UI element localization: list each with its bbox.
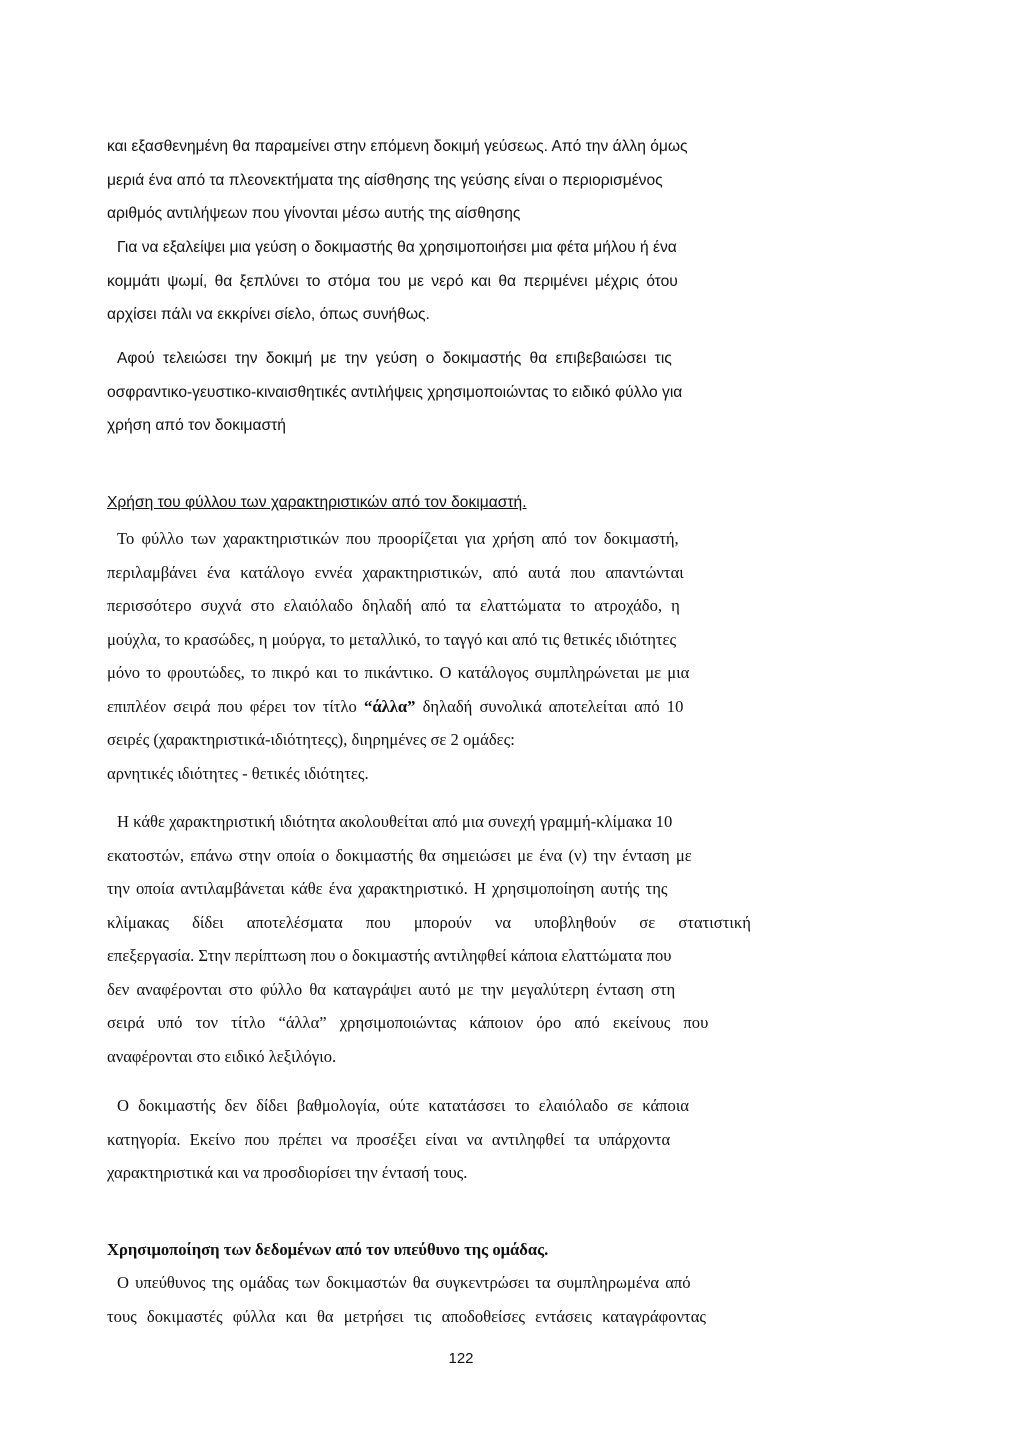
text-line: σειρά υπό τον τίτλο “άλλα” χρησιμοποιώντας κάποιον όρο από εκείνους που bbox=[107, 1013, 709, 1032]
page-number: 122 bbox=[448, 1350, 474, 1367]
text-line bbox=[107, 690, 819, 724]
text-line: κομμάτι ψωμί, θα ξεπλύνει το στόμα του με νερό και θα περιμένει μέχρις ότου bbox=[107, 272, 678, 290]
paragraph-2 bbox=[107, 231, 819, 332]
paragraph-5 bbox=[107, 805, 819, 1073]
text-line: Η κάθε χαρακτηριστική ιδιότητα ακολουθείται από μια συνεχή γραμμή-κλίμακα 10 bbox=[117, 812, 673, 831]
text-line: την οποία αντιλαμβάνεται κάθε ένα χαρακτηριστικό. Η χρησιμοποίηση αυτής της bbox=[107, 879, 668, 898]
text-line: δεν αναφέρονται στο φύλλο θα καταγράψει αυτό με την μεγαλύτερη ένταση στη bbox=[107, 979, 676, 999]
text-line: επεξεργασία. Στην περίπτωση που ο δοκιμαστής αντιληφθεί κάποια ελαττώματα που bbox=[107, 946, 672, 965]
text-span: επιπλέον σειρά που φέρει τον τίτλο bbox=[107, 696, 365, 716]
text-line: σειρές (χαρακτηριστικά-ιδιότητεςς), διηρημένες σε 2 ομάδες: bbox=[107, 730, 515, 749]
paragraph-7 bbox=[107, 1266, 819, 1333]
text-line: αρνητικές ιδιότητες - θετικές ιδιότητες. bbox=[107, 763, 369, 783]
text-line: αρχίσει πάλι να εκκρίνει σίελο, όπως συνήθως. bbox=[107, 306, 430, 323]
text-line: Για να εξαλείψει μια γεύση ο δοκιμαστής θα χρησιμοποιήσει μια φέτα μήλου ή ένα bbox=[117, 239, 677, 256]
text-line: μόνο το φρουτώδες, το πικρό και το πικάντικο. Ο κατάλογος συμπληρώνεται με μια bbox=[107, 663, 690, 682]
paragraph-1 bbox=[107, 130, 819, 231]
section-heading-bold: Χρησιμοποίηση των δεδομένων από τον υπεύθυνο της ομάδας. bbox=[107, 1240, 549, 1259]
text-line: εκατοστών, επάνω στην οποία ο δοκιμαστής θα σημειώσει με ένα (ν) την ένταση με bbox=[107, 845, 692, 865]
paragraph-4 bbox=[107, 522, 819, 790]
text-line: κατηγορία. Εκείνο που πρέπει να προσέξει είναι να αντιληφθεί τα υπάρχοντα bbox=[107, 1129, 671, 1149]
text-span: δηλαδή συνολικά αποτελείται από 10 bbox=[415, 696, 684, 716]
quoted-title: “άλλα” bbox=[364, 696, 416, 716]
text-line: μούχλα, το κρασώδες, η μούργα, το μεταλλικό, το ταγγό και από τις θετικές ιδιότητες bbox=[107, 629, 677, 649]
text-line: αναφέρονται στο ειδικό λεξιλόγιο. bbox=[107, 1046, 337, 1066]
text-line: χρήση από τον δοκιμαστή bbox=[107, 417, 286, 434]
text-line: κλίμακας δίδει αποτελέσματα που μπορούν να υποβληθούν σε στατιστική bbox=[107, 912, 751, 932]
text-line: αριθμός αντιλήψεων που γίνονται μέσω αυτής της αίσθησης bbox=[107, 205, 521, 222]
text-line: περισσότερο συχνά στο ελαιόλαδο δηλαδή από τα ελαττώματα το ατροχάδο, η bbox=[107, 596, 680, 615]
text-line: περιλαμβάνει ένα κατάλογο εννέα χαρακτηριστικών, από αυτά που απαντώνται bbox=[107, 562, 684, 582]
text-line: τους δοκιμαστές φύλλα και θα μετρήσει τις αποδοθείσες εντάσεις καταγράφοντας bbox=[107, 1306, 706, 1326]
text-line: χαρακτηριστικά και να προσδιορίσει την έντασή τους. bbox=[107, 1163, 468, 1182]
text-line: οσφραντικο-γευστικο-κιναισθητικές αντιλήψεις χρησιμοποιώντας το ειδικό φύλλο για bbox=[107, 383, 683, 401]
paragraph-6 bbox=[107, 1089, 819, 1190]
text-line: Το φύλλο των χαρακτηριστικών που προορίζεται για χρήση από τον δοκιμαστή, bbox=[117, 529, 679, 548]
text-line: Ο υπεύθυνος της ομάδας των δοκιμαστών θα συγκεντρώσει τα συμπληρωμένα από bbox=[117, 1273, 691, 1292]
text-line: Ο δοκιμαστής δεν δίδει βαθμολογία, ούτε κατατάσσει το ελαιόλαδο σε κάποια bbox=[117, 1096, 689, 1115]
section-heading: Χρήση του φύλλου των χαρακτηριστικών από τον δοκιμαστή. bbox=[107, 494, 527, 511]
text-line: μεριά ένα από τα πλεονεκτήματα της αίσθησης της γεύσης είναι ο περιορισμένος bbox=[107, 171, 663, 189]
text-line: Αφού τελειώσει την δοκιμή με την γεύση ο δοκιμαστής θα επιβεβαιώσει τις bbox=[117, 350, 672, 367]
paragraph-3 bbox=[107, 342, 819, 443]
text-line: και εξασθενημένη θα παραμείνει στην επόμενη δοκιμή γεύσεως. Από την άλλη όμως bbox=[107, 138, 688, 155]
